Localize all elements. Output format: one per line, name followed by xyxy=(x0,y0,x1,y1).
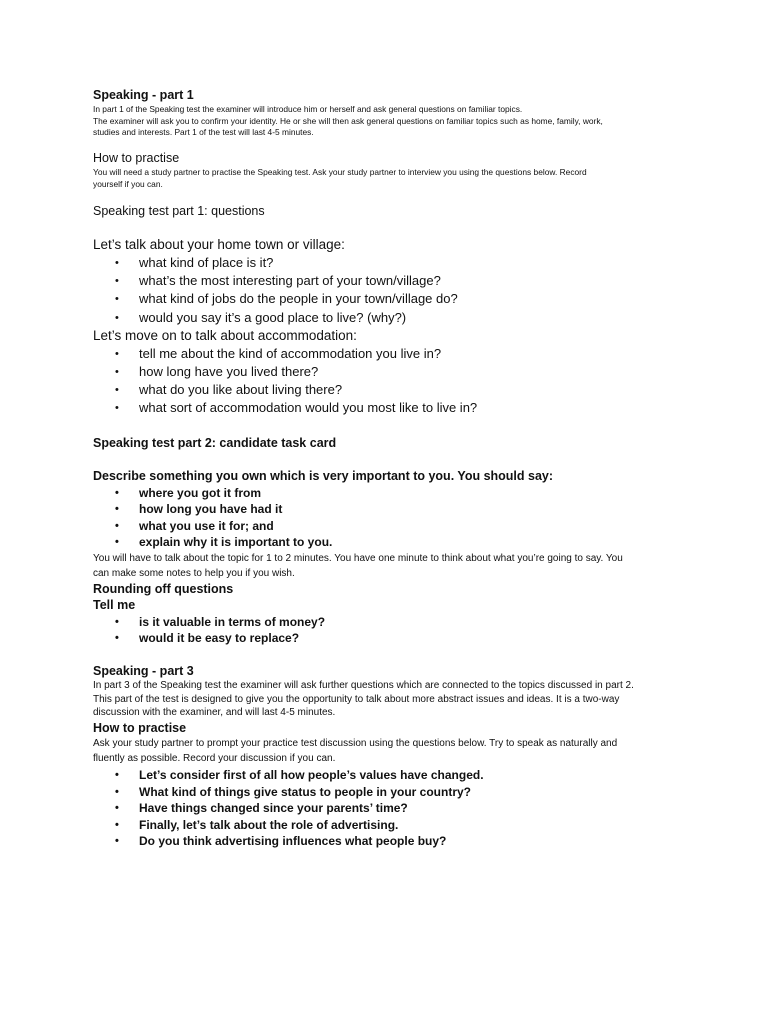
rounding-list xyxy=(93,614,683,647)
list-item: • What kind of things give status to people in your country? xyxy=(115,784,472,799)
list-item: • what kind of place is it? xyxy=(93,254,683,272)
list-item: • would you say it’s a good place to live? (why?) xyxy=(93,309,683,327)
list-item: • Let’s consider first of all how people’s values have changed. xyxy=(115,768,484,782)
bullet: • xyxy=(115,347,119,360)
list-item: • how long you have had it xyxy=(115,502,283,516)
part1-title: Speaking - part 1 xyxy=(93,88,194,102)
part1-questions-title: Speaking test part 1: questions xyxy=(93,204,265,218)
bullet: • xyxy=(115,293,119,306)
bullet: • xyxy=(115,503,119,515)
bullet: • xyxy=(115,402,119,415)
list-item: • tell me about the kind of accommodation you live in? xyxy=(93,345,683,363)
list-item: • what do you like about living there? xyxy=(93,381,683,399)
part3-intro-line: discussion with the examiner, and will last 4-5 minutes. xyxy=(93,707,336,718)
bullet: • xyxy=(115,632,119,644)
part2-note-line: You will have to talk about the topic for 1 to 2 minutes. You have one minute to think about what you’re going to say. You xyxy=(93,552,623,564)
part3-intro-line: In part 3 of the Speaking test the examiner will ask further questions which are connected to the topics discussed in part 2. xyxy=(93,680,634,691)
part1-intro-line: The examiner will ask you to confirm your identity. He or she will then ask general questions on familiar topics such as home, family, work, xyxy=(93,115,603,126)
bullet: • xyxy=(115,366,119,379)
list-item: • what’s the most interesting part of your town/village? xyxy=(93,272,683,290)
bullet: • xyxy=(115,818,119,831)
accommodation-title: Let’s move on to talk about accommodation: xyxy=(93,327,357,343)
part3-list xyxy=(93,767,683,850)
part3-how-line: Ask your study partner to prompt your practice test discussion using the questions below. Try to speak as naturally and xyxy=(93,738,618,749)
part1-questions-heading xyxy=(93,204,683,219)
bullet: • xyxy=(115,519,119,532)
hometown-list xyxy=(93,254,683,327)
rounding-title: Rounding off questions xyxy=(93,581,234,596)
part1-how-line: You will need a study partner to practise the Speaking test. Ask your study partner to interview you using the questions below. Record xyxy=(93,167,587,177)
hometown-title: Let’s talk about your home town or village: xyxy=(93,237,345,252)
part3-title: Speaking - part 3 xyxy=(93,664,194,678)
part2-task: Describe something you own which is very important to you. You should say: xyxy=(93,469,554,483)
bullet: • xyxy=(115,311,119,324)
list-item: • Finally, let’s talk about the role of advertising. xyxy=(115,817,399,832)
bullet: • xyxy=(115,802,119,814)
part2-note-line: can make some notes to help you if you wish. xyxy=(93,567,295,579)
part3-how-title: How to practise xyxy=(93,720,187,735)
tell-me-label: Tell me xyxy=(93,598,136,612)
list-item: • how long have you lived there? xyxy=(93,363,683,381)
list-item: • explain why it is important to you. xyxy=(115,535,333,549)
list-item: • what sort of accommodation would you most like to live in? xyxy=(93,399,683,417)
list-item: • is it valuable in terms of money? xyxy=(115,614,326,629)
bullet: • xyxy=(115,384,119,397)
part1-how-section xyxy=(93,151,683,190)
list-item: • would it be easy to replace? xyxy=(115,631,300,645)
part2-heading xyxy=(93,436,683,451)
part1-how-line: yourself if you can. xyxy=(93,178,163,189)
bullet: • xyxy=(115,275,119,288)
bullet: • xyxy=(115,536,119,548)
bullet: • xyxy=(115,486,119,499)
part1-intro-line: studies and interests. Part 1 of the test will last 4-5 minutes. xyxy=(93,127,314,137)
part2-task-section xyxy=(93,468,683,647)
bullet: • xyxy=(115,769,119,781)
list-item: • what you use it for; and xyxy=(115,518,274,533)
list-item: • Do you think advertising influences what people buy? xyxy=(115,834,447,848)
part3-intro-line: This part of the test is designed to give you the opportunity to talk about more abstract issues and ideas. It is a two-way xyxy=(93,693,620,705)
bullet: • xyxy=(115,615,119,628)
list-item: • where you got it from xyxy=(115,485,262,500)
bullet: • xyxy=(115,257,119,269)
part2-task-list xyxy=(93,485,683,551)
bullet: • xyxy=(115,785,119,798)
accommodation-list xyxy=(93,345,683,418)
part1-how-title: How to practise xyxy=(93,151,180,165)
part1-intro-line: In part 1 of the Speaking test the examiner will introduce him or herself and ask general questions on familiar topics. xyxy=(93,104,523,114)
part3-how-line: fluently as possible. Record your discussion if you can. xyxy=(93,753,336,764)
hometown-section xyxy=(93,236,683,418)
list-item: • what kind of jobs do the people in your town/village do? xyxy=(93,290,683,308)
part3-section xyxy=(93,664,683,850)
part1-section xyxy=(93,88,683,139)
part2-title: Speaking test part 2: candidate task card xyxy=(93,436,337,450)
bullet: • xyxy=(115,835,119,847)
list-item: • Have things changed since your parents’ time? xyxy=(115,801,408,815)
